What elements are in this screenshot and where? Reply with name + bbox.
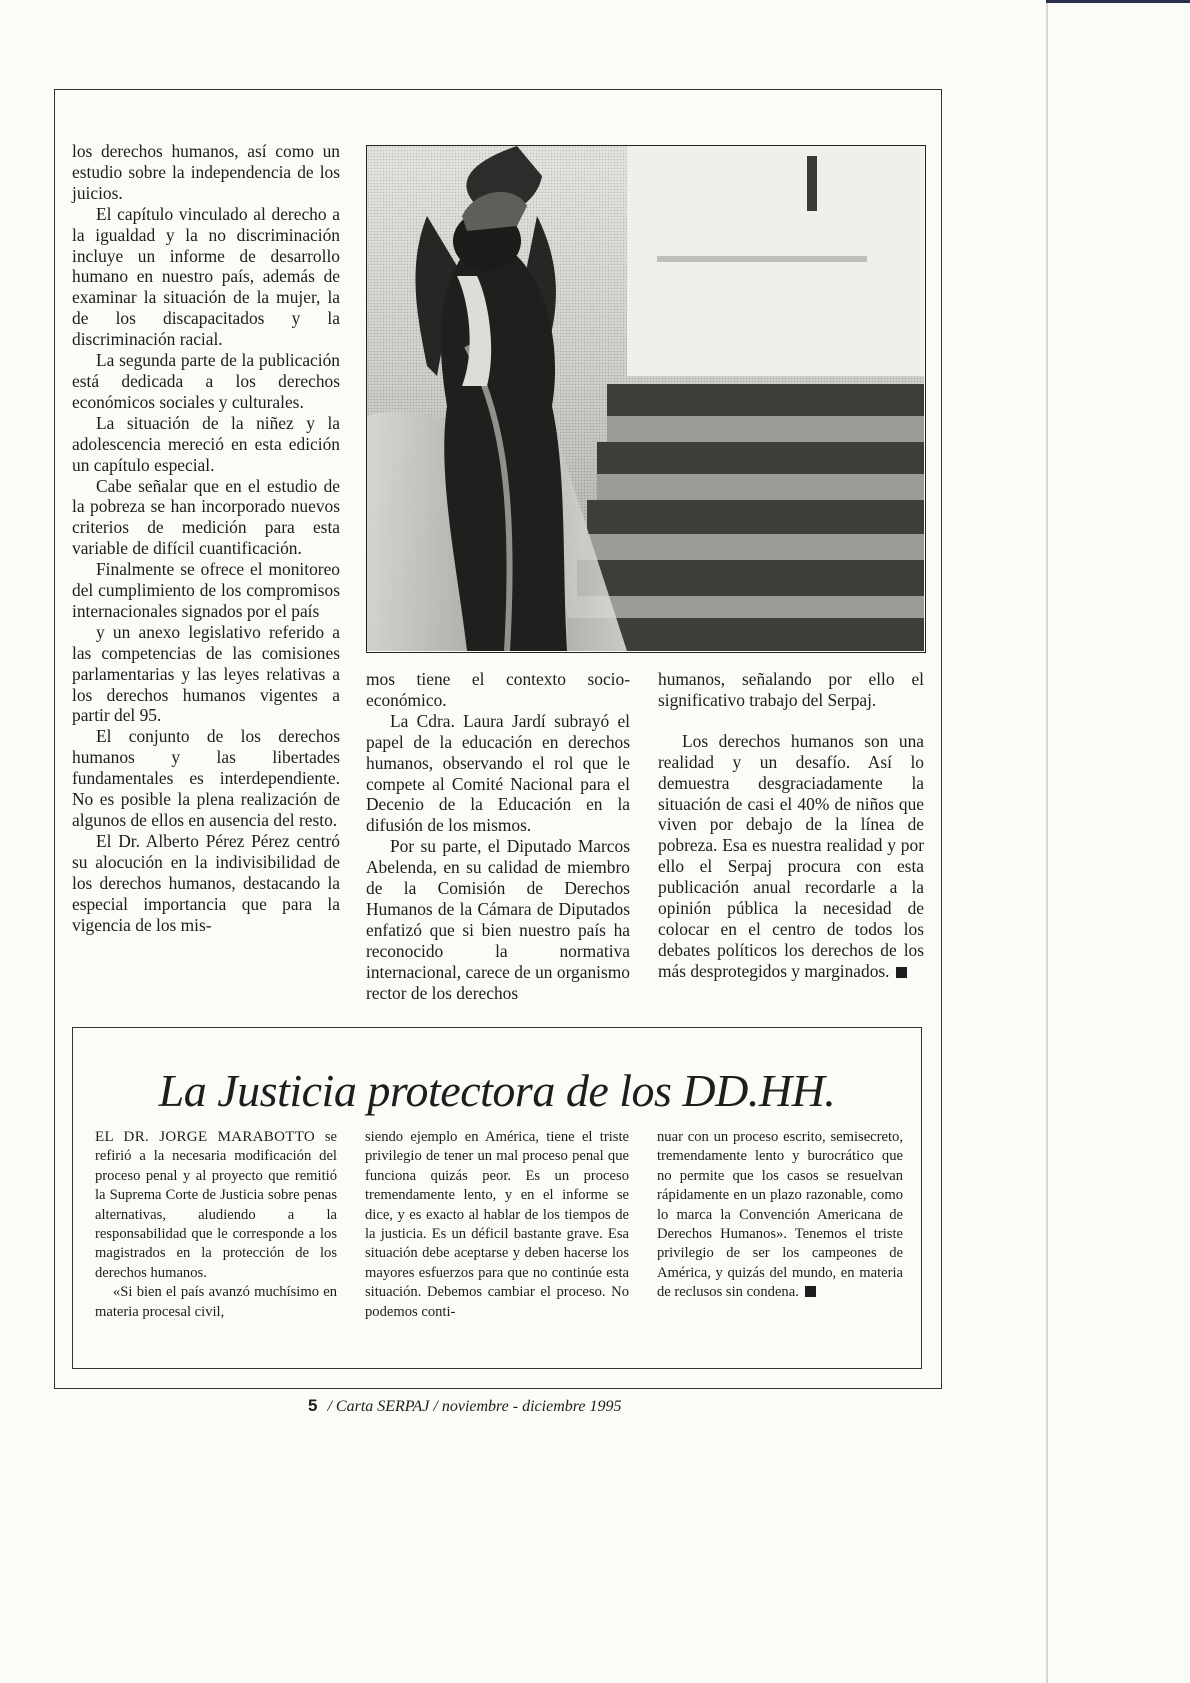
article-column-3 [658,669,924,982]
paragraph: La segunda parte de la publicación está dedicada a los derechos económicos sociales y culturales. [72,350,340,412]
box-quote: «Si bien el país avanzó muchísimo en materia procesal civil, [95,1284,337,1320]
corner-mark [1046,0,1190,3]
lead-name: EL DR. JORGE MARABOTTO [95,1129,316,1145]
paragraph: humanos, señalando por ello el significativo trabajo del Serpaj. [658,669,924,710]
box-column-2 [365,1128,629,1322]
box-column-1 [95,1128,337,1322]
footer-text: / Carta SERPAJ / noviembre - diciembre 1995 [327,1398,622,1415]
article-column-2 [366,669,630,1004]
paragraph-closing [658,731,924,982]
paragraph: Por su parte, el Diputado Marcos Abelenda, en su calidad de miembro de la Comisión de Derechos Humanos de la Cámara de Diputados enfatizó que si bien nuestro país ha reconocido la normativa internacional, carece de un organismo rector de los derechos [366,836,630,1003]
box-title: La Justicia protectora de los DD.HH. [158,1065,836,1116]
end-of-article-mark [896,967,907,978]
paragraph: El conjunto de los derechos humanos y las libertades fundamentales es interdependiente. No es posible la plena realización de algunos de ellos en ausencia del resto. [72,726,340,830]
page-footer [308,1396,621,1416]
paragraph: El capítulo vinculado al derecho a la igualdad y la no discriminación incluye un informe de desarrollo humano en nuestro país, además de examinar la situación de la mujer, la de los discapacitados y la discriminación racial. [72,203,340,350]
article-column-1 [72,141,340,935]
end-of-box-mark [805,1286,816,1297]
box-paragraph [95,1128,337,1283]
box-text: se refirió a la necesaria modificación del proceso penal y al proyecto que remitió la Suprema Corte de Justicia sobre penas alternativas, aludiendo a la responsabilidad que le corresponde a los magistrados en la protección de los derechos humanos. [95,1129,337,1281]
page-number: 5 [308,1396,318,1415]
paragraph: mos tiene el contexto socio-económico. [366,669,630,710]
paragraph: y un anexo legislativo referido a las competencias de las comisiones parlamentarias y las leyes relativas a los derechos humanos vigentes a partir del 95. [72,621,340,726]
paragraph: Cabe señalar que en el estudio de la pobreza se han incorporado nuevos criterios de medición para esta variable de difícil cuantificación. [72,475,340,559]
closing-text: Los derechos humanos son una realidad y un desafío. Así lo demuestra desgraciadamente la situación de casi el 40% de niños que viven por debajo de la línea de pobreza. Esa es nuestra realidad y por ello el Serpaj procura con esta publicación anual recordarle a la opinión pública la necesidad de colocar en el centro de todos los debates políticos los derechos de los más desprotegidos y marginados. [658,730,924,981]
paragraph: La Cdra. Laura Jardí subrayó el papel de la educación en derechos humanos, observando el rol que le compete al Comité Nacional para el Decenio de la Educación en la difusión de los mismos. [366,710,630,836]
paragraph: los derechos humanos, así como un estudio sobre la independencia de los juicios. [72,141,340,203]
box-paragraph-closing [657,1128,903,1303]
box-column-3 [657,1128,903,1303]
paragraph: Finalmente se ofrece el monitoreo del cumplimiento de los compromisos internacionales signados por el país [72,559,340,621]
paragraph: El Dr. Alberto Pérez Pérez centró su alocución en la indivisibilidad de los derechos humanos, destacando la especial importancia que para la vigencia de los mis- [72,830,340,935]
page-edge [1046,0,1048,1683]
box-paragraph: siendo ejemplo en América, tiene el triste privilegio de tener un mal proceso penal que funciona quizás peor. Es un proceso tremendamente lento, y en el informe se dice, y es exacto al hablar de los tiempos de la justicia. Es un déficil bastante grave. Esa situación debe aceptarse y deben hacerse los mayores esfuerzos para que no continúe esta situación. Debemos cambiar el proceso. No podemos conti- [365,1129,629,1320]
child-drinking-photo [366,145,926,653]
box-text: nuar con un proceso escrito, semisecreto, tremendamente lento y burocrático que no permite que los casos se resuelvan rápidamente en un plazo razonable, como lo marca la Convención Americana de Derechos Humanos». Tenemos el triste privilegio de ser los campeones de América, y quizás del mundo, en materia de reclusos sin condena. [657,1129,903,1301]
photo-illustration [367,146,924,651]
paragraph: La situación de la niñez y la adolescencia mereció en esta edición un capítulo especial. [72,412,340,475]
